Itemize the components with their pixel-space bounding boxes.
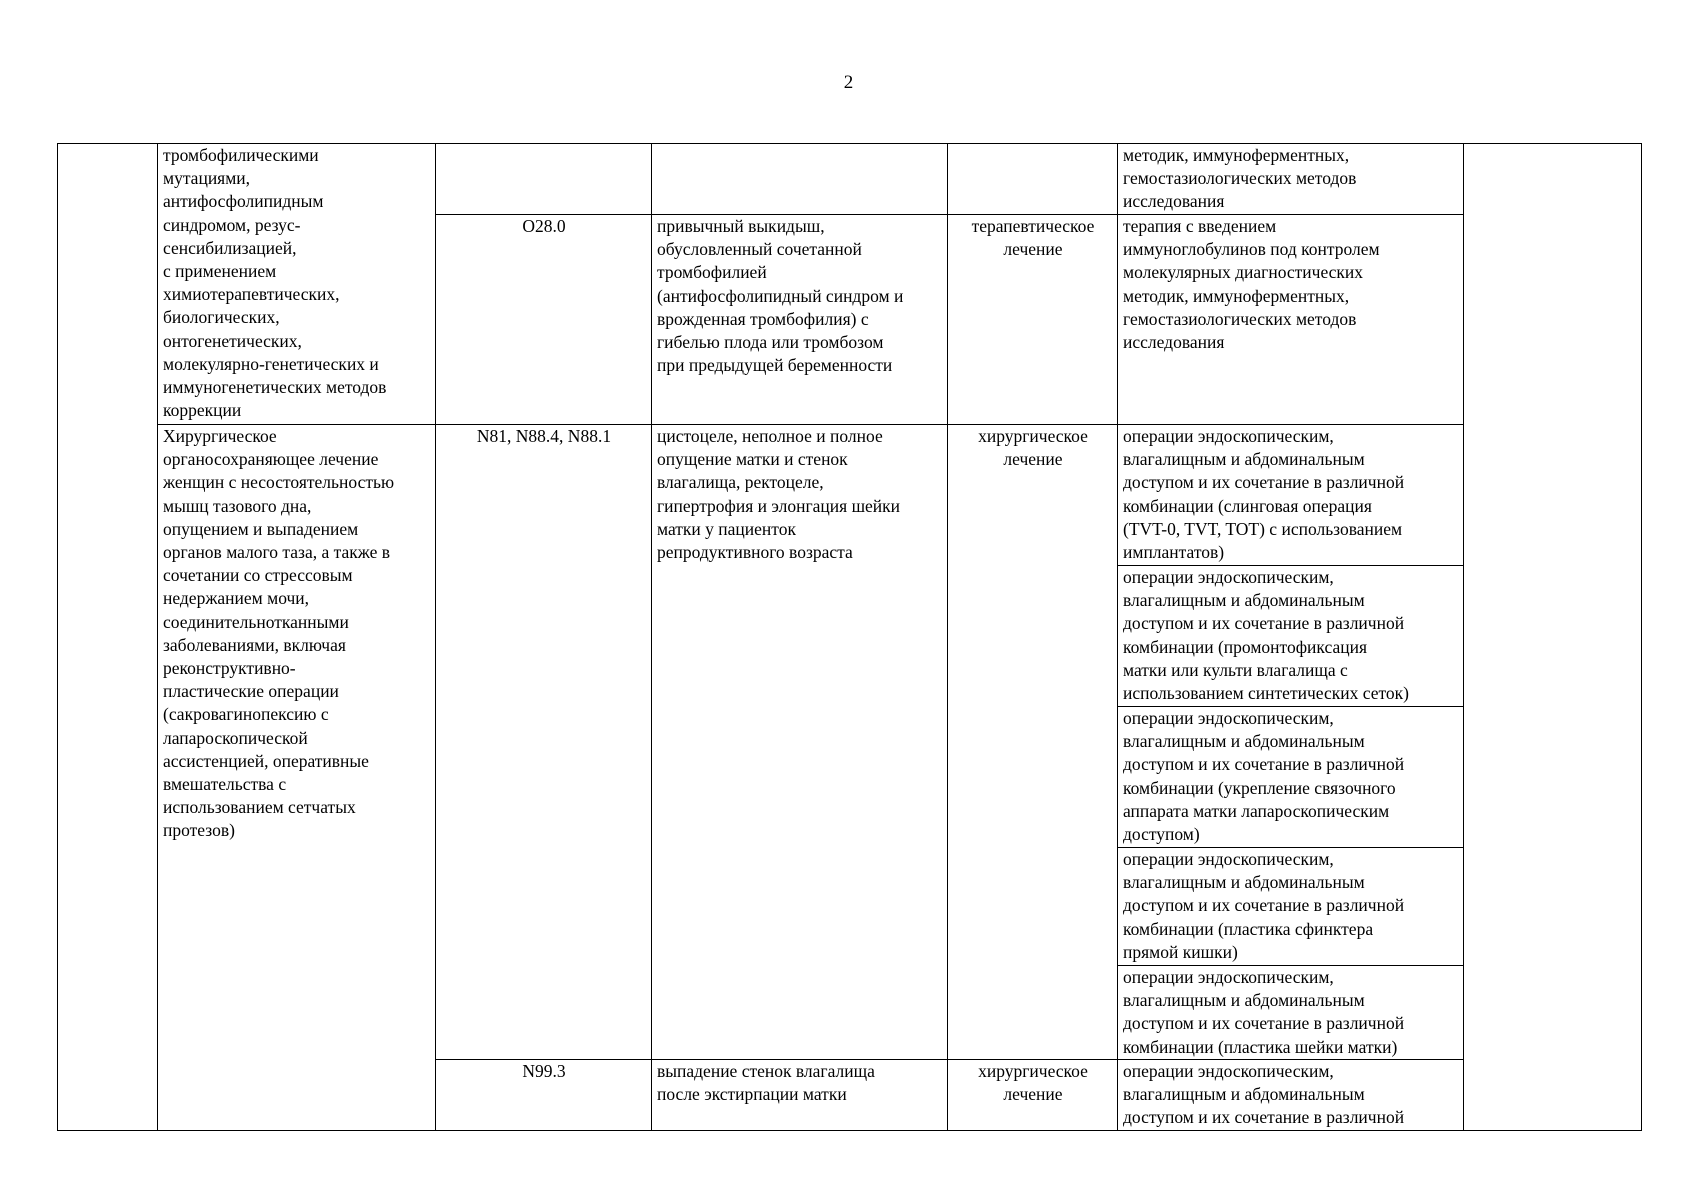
method-cell: операции эндоскопическим, влагалищным и абдоминальным доступом и их сочетание в различной комбинации (пластика шейки матки) (1118, 966, 1464, 1060)
code-cell (436, 144, 652, 215)
code-cell: O28.0 (436, 215, 652, 425)
method-cell: операции эндоскопическим, влагалищным и абдоминальным доступом и их сочетание в различной комбинации (слинговая операция (TVT-0, TVT, TOT) с использованием имплантатов) (1118, 425, 1464, 566)
page-number: 2 (843, 72, 854, 93)
table-row (58, 144, 1642, 215)
extra-cell (1464, 144, 1642, 1131)
diagnosis-cell: цистоцеле, неполное и полное опущение матки и стенок влагалища, ректоцеле, гипертрофия и элонгация шейки матки у пациенток репродуктивного возраста (652, 425, 948, 1060)
treatment-cell: терапевтическое лечение (948, 215, 1118, 425)
table-row (58, 425, 1642, 566)
method-cell: операции эндоскопическим, влагалищным и абдоминальным доступом и их сочетание в различной комбинации (укрепление связочного аппарата матки лапароскопическим доступом) (1118, 707, 1464, 848)
profile-cell: тромбофилическими мутациями, антифосфолипидным синдромом, резус- сенсибилизацией, с применением химиотерапевтических, биологических, онтогенетических, молекулярно-генетических и иммуногенетических методов коррекции (158, 144, 436, 425)
profile-cell: Хирургическое органосохраняющее лечение женщин с несостоятельностью мышц тазового дна, опущением и выпадением органов малого таза, а также в сочетании со стрессовым недержанием мочи, соединительнотканными заболеваниями, включая реконструктивно- пластические операции (сакровагинопексию с лапароскопической ассистенцией, оперативные вмешательства с использованием сетчатых протезов) (158, 425, 436, 1131)
code-cell: N81, N88.4, N88.1 (436, 425, 652, 1060)
diagnosis-cell: привычный выкидыш, обусловленный сочетанной тромбофилией (антифосфолипидный синдром и врожденная тромбофилия) с гибелью плода или тромбозом при предыдущей беременности (652, 215, 948, 425)
diagnosis-cell: выпадение стенок влагалища после экстирпации матки (652, 1060, 948, 1131)
method-cell: операции эндоскопическим, влагалищным и абдоминальным доступом и их сочетание в различной (1118, 1060, 1464, 1131)
method-cell: терапия с введением иммуноглобулинов под контролем молекулярных диагностических методик, иммуноферментных, гемостазиологических методов исследования (1118, 215, 1464, 425)
treatment-cell (948, 144, 1118, 215)
diagnosis-cell (652, 144, 948, 215)
code-cell: N99.3 (436, 1060, 652, 1131)
method-cell: методик, иммуноферментных, гемостазиологических методов исследования (1118, 144, 1464, 215)
treatment-cell: хирургическое лечение (948, 425, 1118, 1060)
method-cell: операции эндоскопическим, влагалищным и абдоминальным доступом и их сочетание в различной комбинации (промонтофиксация матки или культи влагалища с использованием синтетических сеток) (1118, 566, 1464, 707)
number-cell (58, 144, 158, 1131)
medical-care-table (57, 143, 1642, 1131)
method-cell: операции эндоскопическим, влагалищным и абдоминальным доступом и их сочетание в различной комбинации (пластика сфинктера прямой кишки) (1118, 848, 1464, 966)
treatment-cell: хирургическое лечение (948, 1060, 1118, 1131)
